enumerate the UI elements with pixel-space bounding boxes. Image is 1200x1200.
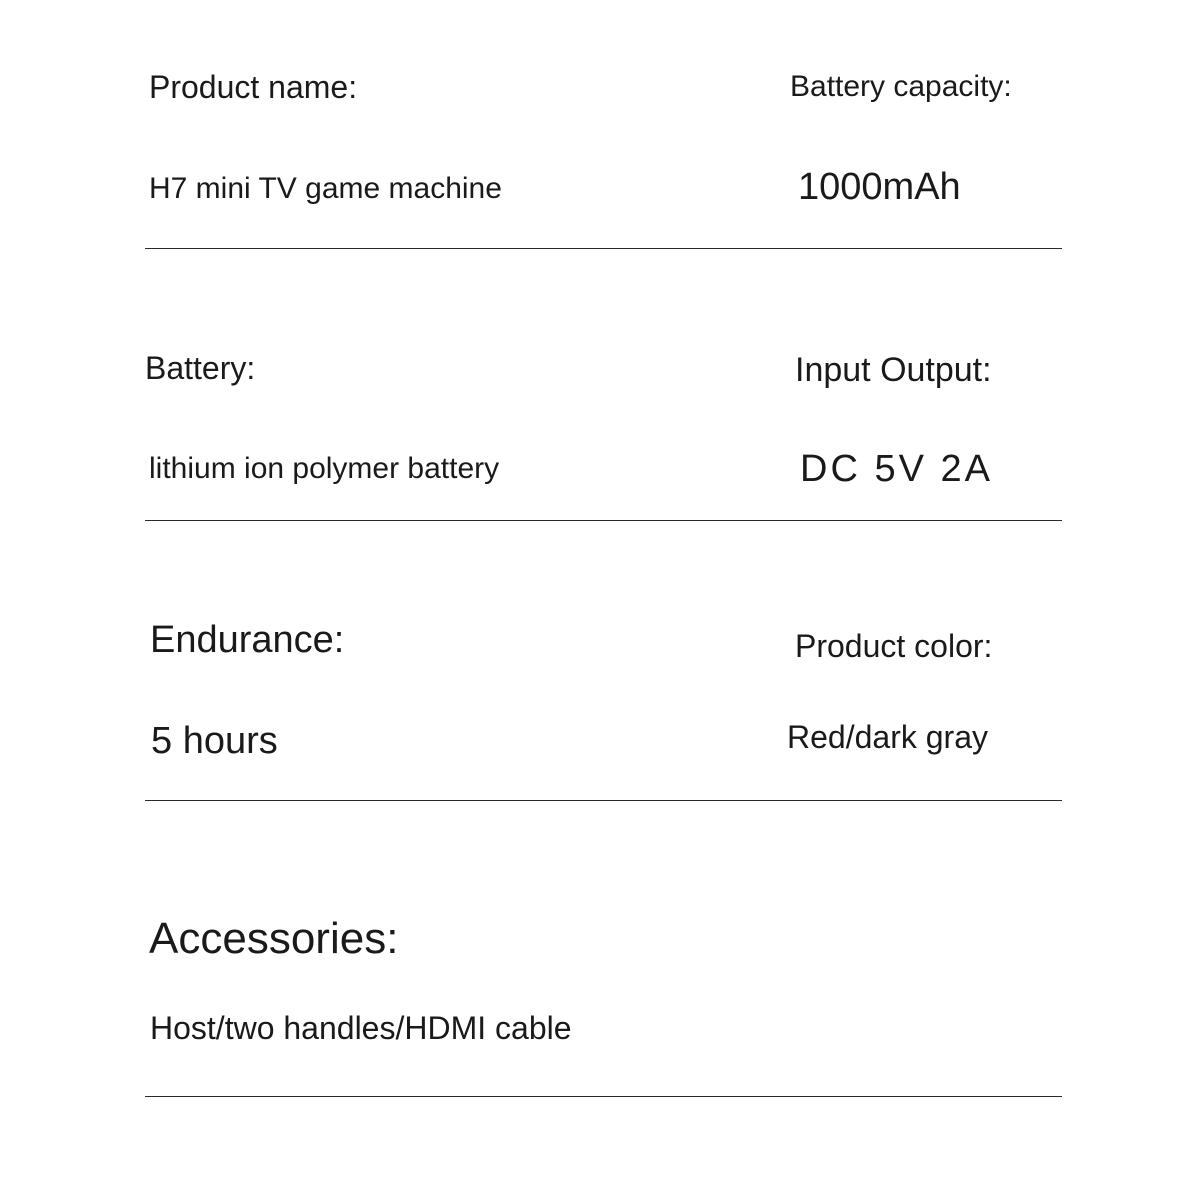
battery-capacity-value: 1000mAh [798,166,961,208]
accessories-label: Accessories: [149,914,399,963]
divider [145,800,1062,801]
product-color-label: Product color: [795,628,993,664]
battery-capacity-label: Battery capacity: [790,70,1012,103]
accessories-value: Host/two handles/HDMI cable [150,1010,572,1046]
divider [145,248,1062,249]
divider [145,520,1062,521]
product-color-value: Red/dark gray [787,719,988,755]
product-name-value: H7 mini TV game machine [149,172,502,205]
input-output-label: Input Output: [795,351,992,389]
endurance-label: Endurance: [150,619,345,661]
battery-label: Battery: [145,350,256,386]
battery-value: lithium ion polymer battery [149,452,500,485]
endurance-value: 5 hours [151,720,278,762]
product-name-label: Product name: [149,69,358,105]
divider [145,1096,1062,1097]
input-output-value: DC 5V 2A [800,448,993,490]
